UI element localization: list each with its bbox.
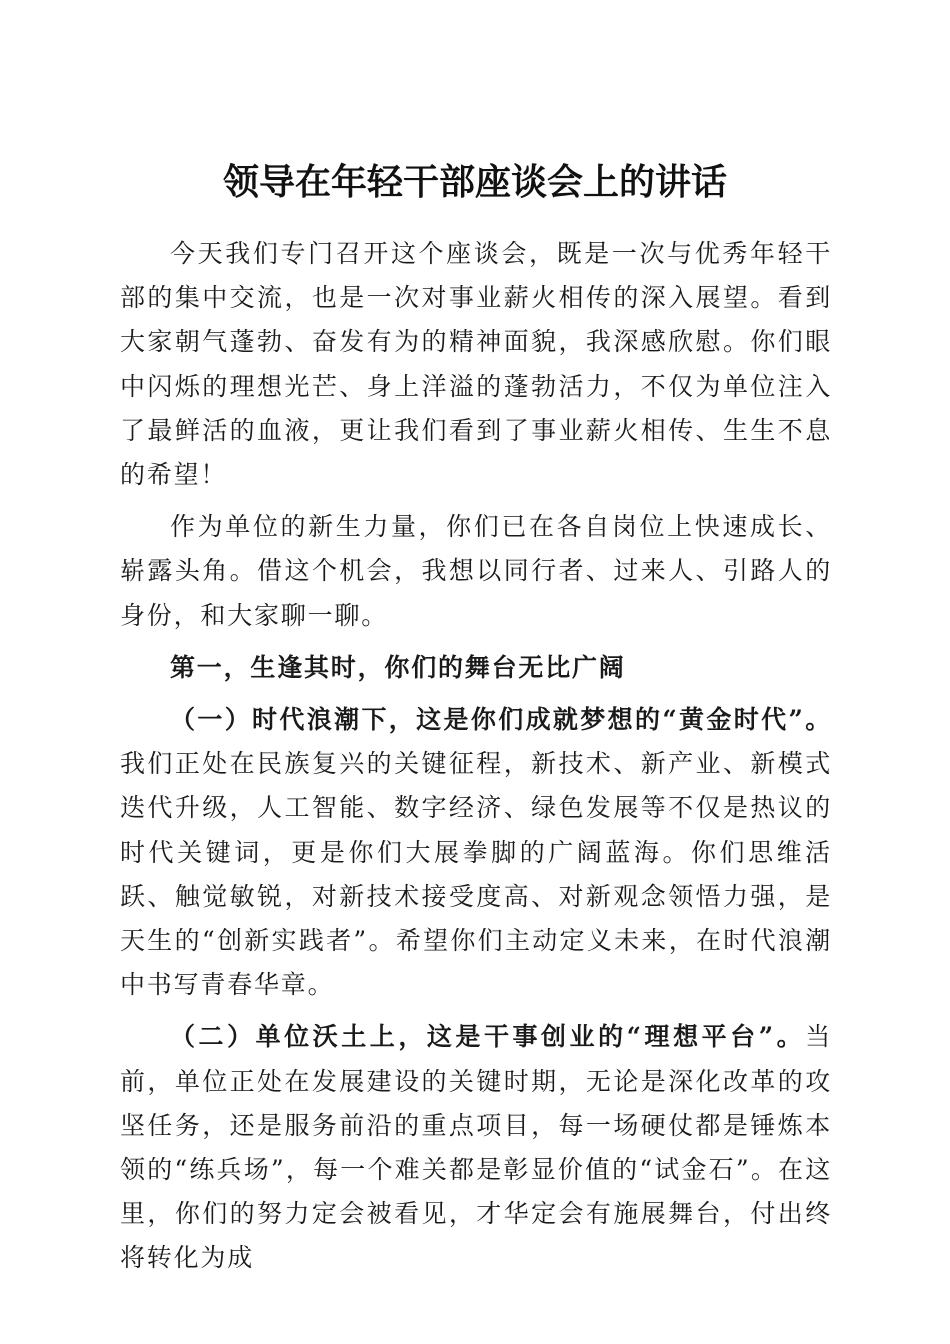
paragraph-intro: 今天我们专门召开这个座谈会，既是一次与优秀年轻干部的集中交流，也是一次对事业薪火相传的深入展望。看到大家朝气蓬勃、奋发有为的精神面貌，我深感欣慰。你们眼中闪烁的理想光芒、身上洋溢的蓬勃活力，不仅为单位注入了最鲜活的血液，更让我们看到了事业薪火相传、生生不息的希望！ — [120, 239, 832, 490]
subheading-era: （一）时代浪潮下，这是你们成就梦想的“黄金时代”。 — [170, 705, 832, 735]
paragraph-platform-text: 当前，单位正处在发展建设的关键时期，无论是深化改革的攻坚任务，还是服务前沿的重点项目，每一场硬仗都是锤炼本领的“练兵场”，每一个难关都是彰显价值的“试金石”。在这里，你们的努力定会被看见，才华定会有施展舞台，付出终将转化为成 — [120, 1022, 832, 1273]
paragraph-platform — [120, 1015, 832, 1280]
document-body — [120, 232, 832, 1281]
paragraph-purpose: 作为单位的新生力量，你们已在各自岗位上快速成长、崭露头角。借这个机会，我想以同行者、过来人、引路人的身份，和大家聊一聊。 — [120, 512, 832, 630]
subheading-platform: （二）单位沃土上，这是干事创业的“理想平台”。 — [170, 1022, 806, 1052]
paragraph-era-text: 我们正处在民族复兴的关键征程，新技术、新产业、新模式迭代升级，人工智能、数字经济、绿色发展等不仅是热议的时代关键词，更是你们大展拳脚的广阔蓝海。你们思维活跃、触觉敏锐，对新技术接受度高、对新观念领悟力强，是天生的“创新实践者”。希望你们主动定义未来，在时代浪潮中书写青春华章。 — [120, 749, 832, 1000]
section-heading-first: 第一，生逢其时，你们的舞台无比广阔 — [170, 652, 626, 682]
paragraph-era — [120, 698, 832, 1007]
document-title: 领导在年轻干部座谈会上的讲话 — [222, 161, 727, 204]
